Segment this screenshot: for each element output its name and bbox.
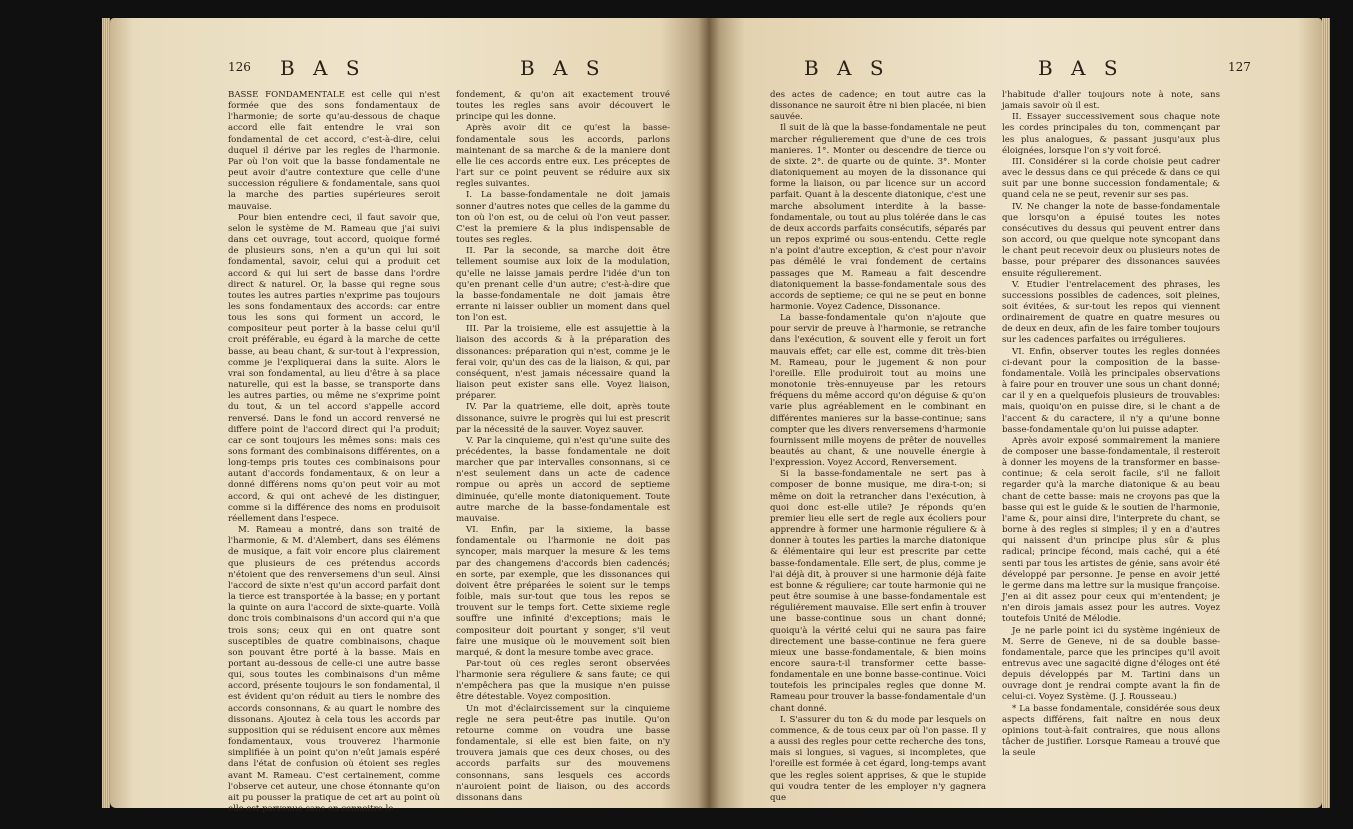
paragraph: III. Considérer si la corde choisie peut cadrer avec le dessus dans ce qui précede & dans ce qui suit par une bonne succession fondamentale; & quand cela ne se peut, revenir sur ses pas. xyxy=(1002,156,1220,201)
paragraph: Si la basse-fondamentale ne sert pas à composer de bonne musique, me dira-t-on; si même on doit la retrancher dans l'exécution, à quoi donc est-elle utile? Je réponds qu'en premier lieu elle sert de regle aux écoliers pour apprendre à former une harmonie réguliere & à donner à toutes les parties la marche diatonique & élémentaire qui leur est prescrite par cette basse-fondamentale. Elle sert, de plus, comme je l'ai déjà dit, à prouver si une harmonie déjà faite est bonne & réguliere; car toute harmonie qui ne peut être soumise à une basse-fondamentale est réguliérement mauvaise. Elle sert enfin à trouver une basse-continue sous un chant donné; quoiqu'à la vérité celui qui ne saura pas faire directement une basse-continue ne fera guere mieux une basse-fondamentale, & bien moins encore saura-t-il transformer cette basse-fondamentale en une bonne basse-continue. Voici toutefois les principales regles que donne M. Rameau pour trouver la basse-fondamentale d'un chant donné. xyxy=(770,469,986,714)
running-head: B A S xyxy=(280,56,366,80)
paragraph: VI. Enfin, observer toutes les regles données ci-devant pour la composition de la basse-fondamentale. Voilà les principales observations à faire pour en trouver une sous un chant donné; car il y en a quelquefois plusieurs de trouvables: mais, quoiqu'on en puisse dire, si le chant a de l'accent & du caractere, il n'y a qu'une bonne basse-fondamentale qu'on lui puisse adapter. xyxy=(1002,346,1220,435)
page-number: 126 xyxy=(228,60,251,74)
open-book xyxy=(110,18,1322,818)
left-page-column-2 xyxy=(456,90,670,803)
running-head: B A S xyxy=(1038,56,1124,80)
paragraph: La basse-fondamentale qu'on n'ajoute que pour servir de preuve à l'harmonie, se retranche dans l'exécution, & souvent elle y feroit un fort mauvais effet; car elle est, comme dit très-bien M. Rameau, pour le jugement & non pour l'oreille. Elle produiroit tout au moins une monotonie très-ennuyeuse par les retours fréquens du même accord qu'on déguise & qu'on varie plus agréablement en le combinant en différentes manieres sur la basse-continue; sans compter que les divers renversemens d'harmonie fournissent mille moyens de prêter de nouvelles beautés au chant, & une nouvelle énergie à l'expression. Voyez Accord, Renversement. xyxy=(770,313,986,469)
paragraph: Pour bien entendre ceci, il faut savoir que, selon le système de M. Rameau que j'ai suivi dans cet ouvrage, tout accord, quoique formé de plusieurs sons, n'en a qu'un qui lui soit fondamental, savoir, celui qui a produit cet accord & qui lui sert de basse dans l'ordre direct & naturel. Or, la basse qui regne sous toutes les autres parties n'exprime pas toujours les sons fondamentaux des accords: car entre tous les sons qui forment un accord, le compositeur peut porter à la basse celui qu'il croit préférable, eu égard à la marche de cette basse, au beau chant, & sur-tout à l'expression, comme je l'expliquerai dans la suite. Alors le vrai son fondamental, au lieu d'être à sa place naturelle, qui est la basse, se transporte dans les autres parties, ou même ne s'exprime point du tout, & un tel accord s'appelle accord renversé. Dans le fond un accord renversé ne differe point de l'accord direct qui l'a produit; car ce sont toujours les mêmes sons: mais ces sons formant des combinaisons différentes, on a long-temps pris toutes ces combinaisons pour autant d'accords fondamentaux, & on leur a donné différens noms qu'on peut voir au mot accord, & qui ont achevé de les distinguer, comme si la différence des noms en produisoit réellement dans l'espece. xyxy=(228,212,440,524)
paragraph: * La basse fondamentale, considérée sous deux aspects différens, fait naître en nous deux opinions tout-à-fait contraires, que nous allons tâcher de justifier. Lorsque Rameau a trouvé que la seule xyxy=(1002,703,1220,759)
paragraph: Un mot d'éclaircissement sur la cinquieme regle ne sera peut-être pas inutile. Qu'on retourne comme on voudra une basse fondamentale, si elle est bien faite, on n'y trouvera jamais que ces deux choses, ou des accords parfaits sur des mouvemens consonnans, sans lesquels ces accords n'auroient point de liaison, ou des accords dissonans dans xyxy=(456,703,670,803)
left-page xyxy=(110,18,708,814)
paragraph: l'habitude d'aller toujours note à note, sans jamais savoir où il est. xyxy=(1002,90,1220,112)
page-edges-right xyxy=(1322,18,1330,808)
page-number: 127 xyxy=(1228,60,1251,74)
paragraph: Après avoir exposé sommairement la maniere de composer une basse-fondamentale, il resteroit à donner les moyens de la transformer en basse-continue; & cela seroit facile, s'il ne falloit regarder qu'à la marche diatonique & au beau chant de cette basse: mais ne croyons pas que la basse qui est le guide & le soutien de l'harmonie, l'ame &, pour ainsi dire, l'interprete du chant, se borne à des regles si simples; il y en a d'autres qui naissent d'un principe plus sûr & plus radical; principe fécond, mais caché, qui a été senti par tous les artistes de génie, sans avoir été développé par personne. Je pense en avoir jetté le germe dans ma lettre sur la musique françoise. J'en ai dit assez pour ceux qui m'entendent; je n'en dirois jamais assez pour les autres. Voyez toutefois Unité de Mélodie. xyxy=(1002,435,1220,625)
paragraph: VI. Enfin, par la sixieme, la basse fondamentale ou l'harmonie ne doit pas syncoper, mais marquer la mesure & les tems par des changemens d'accords bien cadencés; en sorte, par exemple, que les dissonances qui doivent être préparées le soient sur le temps foible, mais sur-tout que tous les repos se trouvent sur le temps fort. Cette sixieme regle souffre une infinité d'exceptions; mais le compositeur doit pourtant y songer, s'il veut faire une musique où le mouvement soit bien marqué, & dont la mesure tombe avec grace. xyxy=(456,525,670,658)
paragraph: I. La basse-fondamentale ne doit jamais sonner d'autres notes que celles de la gamme du ton où l'on est, ou de celui où l'on veut passer. C'est la premiere & la plus indispensable de toutes ses regles. xyxy=(456,190,670,246)
right-page-column-2 xyxy=(1002,90,1220,796)
right-page-header xyxy=(708,56,1322,84)
left-page-header xyxy=(110,56,708,84)
paragraph: V. Etudier l'entrelacement des phrases, les successions possibles de cadences, soit pleines, soit évitées, & sur-tout les repos qui viennent ordinairement de quatre en quatre mesures ou de deux en deux, afin de les faire tomber toujours sur les cadences parfaites ou irrégulieres. xyxy=(1002,279,1220,346)
running-head: B A S xyxy=(520,56,606,80)
paragraph: fondement, & qu'on ait exactement trouvé toutes les regles sans avoir découvert le principe qui les donne. xyxy=(456,90,670,123)
left-page-column-1 xyxy=(228,90,440,814)
page-edges-left xyxy=(102,18,110,808)
paragraph: BASSE FONDAMENTALE est celle qui n'est formée que des sons fondamentaux de l'harmonie; de sorte qu'au-dessous de chaque accord elle fait entendre le vrai son fondamental de cet accord, c'est-à-dire, celui duquel il dérive par les regles de l'harmonie. Par où l'on voit que la basse fondamentale ne peut avoir d'autre contexture que celle d'une succession réguliere & fondamentale, sans quoi la marche des parties supérieures seroit mauvaise. xyxy=(228,90,440,212)
paragraph: V. Par la cinquieme, qui n'est qu'une suite des précédentes, la basse fondamentale ne doit marcher que par intervalles consonnans, si ce n'est seulement dans un acte de cadence rompue ou après un accord de septieme diminuée, qu'elle monte diatoniquement. Toute autre marche de la basse-fondamentale est mauvaise. xyxy=(456,435,670,524)
paragraph: II. Par la seconde, sa marche doit être tellement soumise aux loix de la modulation, qu'elle ne laisse jamais perdre l'idée d'un ton qu'en prenant celle d'un autre; c'est-à-dire que la basse-fondamentale ne doit jamais être errante ni laisser oublier un moment dans quel ton l'on est. xyxy=(456,246,670,324)
paragraph: IV. Par la quatrieme, elle doit, après toute dissonance, suivre le progrès qui lui est prescrit par la nécessité de la sauver. Voyez sauver. xyxy=(456,402,670,435)
paragraph: III. Par la troisieme, elle est assujettie à la liaison des accords & à la préparation des dissonances: préparation qui n'est, comme je le ferai voir, qu'un des cas de la liaison, & qui, par conséquent, n'est jamais nécessaire quand la liaison peut exister sans elle. Voyez liaison, préparer. xyxy=(456,324,670,402)
paragraph: Je ne parle point ici du système ingénieux de M. Serre de Geneve, ni de sa double basse-fondamentale, parce que les principes qu'il avoit entrevus avec une sagacité digne d'éloges ont été depuis développés par M. Tartini dans un ouvrage dont je rendrai compte avant la fin de celui-ci. Voyez Système. (J. J. Rousseau.) xyxy=(1002,625,1220,703)
book-gutter xyxy=(698,18,720,808)
paragraph: II. Essayer successivement sous chaque note les cordes principales du ton, commençant par les plus analogues, & passant jusqu'aux plus éloignées, lorsque l'on s'y voit forcé. xyxy=(1002,112,1220,156)
paragraph: Après avoir dit ce qu'est la basse-fondamentale sous les accords, parlons maintenant de sa marche & de la maniere dont elle lie ces accords entre eux. Les préceptes de l'art sur ce point peuvent se réduire aux six regles suivantes. xyxy=(456,123,670,190)
paragraph: des actes de cadence; en tout autre cas la dissonance ne sauroit être ni bien placée, ni bien sauvée. xyxy=(770,90,986,123)
right-page-column-1 xyxy=(770,90,986,803)
paragraph: Il suit de là que la basse-fondamentale ne peut marcher régulierement que d'une de ces trois manieres. 1°. Monter ou descendre de tierce ou de sixte. 2°. de quarte ou de quinte. 3°. Monter diatoniquement au moyen de la dissonance qui forme la liaison, ou par licence sur un accord parfait. Quant à la descente diatonique, c'est une marche absolument interdite à la basse-fondamentale, ou tout au plus tolérée dans le cas de deux accords parfaits consécutifs, séparés par un repos exprimé ou sous-entendu. Cette regle n'a point d'autre exception, & c'est pour n'avoir pas démêlé le vrai fondement de certains passages que M. Rameau a fait descendre diatoniquement la basse-fondamentale sous des accords de septieme; ce qui ne se peut en bonne harmonie. Voyez Cadence, Dissonance. xyxy=(770,123,986,312)
paragraph: I. S'assurer du ton & du mode par lesquels on commence, & de tous ceux par où l'on passe. Il y a aussi des regles pour cette recherche des tons, mais si longues, si vagues, si incompletes, que l'oreille est formée à cet égard, long-temps avant que les regles soient apprises, & que le stupide qui voudra tenter de les employer n'y gagnera que xyxy=(770,714,986,803)
paragraph: M. Rameau a montré, dans son traité de l'harmonie, & M. d'Alembert, dans ses élémens de musique, a fait voir encore plus clairement que plusieurs de ces prétendus accords n'étoient que des renversemens d'un seul. Ainsi l'accord de sixte n'est qu'un accord parfait dont la tierce est transportée à la basse; en y portant la quinte on aura l'accord de sixte-quarte. Voilà donc trois combinaisons d'un accord qui n'a que trois sons; ceux qui en ont quatre sont susceptibles de quatre combinaisons, chaque son pouvant être porté à la basse. Mais en portant au-dessous de celle-ci une autre basse qui, sous toutes les combinaisons d'un même accord, présente toujours le son fondamental, il est évident qu'on réduit au tiers le nombre des accords consonnans, & au quart le nombre des dissonans. Ajoutez à cela tous les accords par supposition qui se réduisent encore aux mêmes fondamentaux, vous trouverez l'harmonie simplifiée à un point qu'on n'eût jamais espéré dans l'état de confusion où étoient ses regles avant M. Rameau. C'est certainement, comme l'observe cet auteur, une chose étonnante qu'on ait pu pousser la pratique de cet art au point où elle est parvenue sans en connoitre le xyxy=(228,525,440,814)
right-page xyxy=(708,18,1322,808)
paragraph: Par-tout où ces regles seront observées l'harmonie sera réguliere & sans faute; ce qui n'empêchera pas que la musique n'en puisse être détestable. Voyez composition. xyxy=(456,658,670,703)
paragraph: IV. Ne changer la note de basse-fondamentale que lorsqu'on a épuisé toutes les notes consécutives du dessus qui peuvent entrer dans son accord, ou que quelque note syncopant dans le chant peut recevoir deux ou plusieurs notes de basse, pour préparer des dissonances sauvées ensuite régulierement. xyxy=(1002,201,1220,279)
running-head: B A S xyxy=(804,56,890,80)
